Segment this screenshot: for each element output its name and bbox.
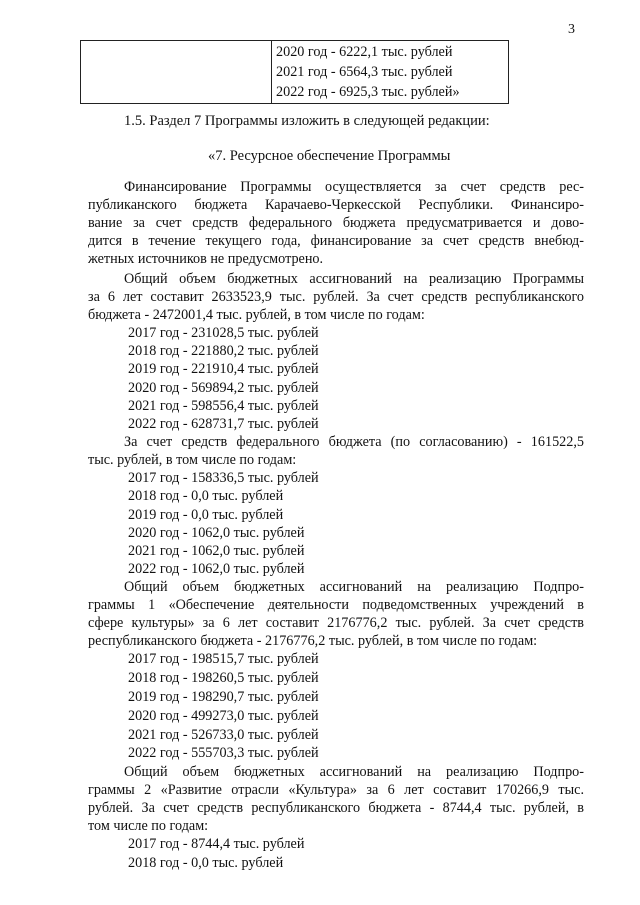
text-line: За счет средств федерального бюджета (по согласованию) - 161522,5 <box>124 434 584 451</box>
table-line: 2020 год - 6222,1 тыс. рублей <box>276 44 453 60</box>
list-item: 2020 год - 1062,0 тыс. рублей <box>128 524 305 541</box>
list-item: 2019 год - 0,0 тыс. рублей <box>128 506 284 523</box>
list-item: 2021 год - 1062,0 тыс. рублей <box>128 543 305 560</box>
list-item: 2020 год - 569894,2 тыс. рублей <box>128 379 319 396</box>
list-item: 2018 год - 198260,5 тыс. рублей <box>128 670 319 687</box>
paragraph-financing <box>88 178 584 268</box>
list-item: 2021 год - 598556,4 тыс. рублей <box>128 397 319 414</box>
text-line: граммы 1 «Обеспечение деятельности подведомственных учреждений в <box>88 597 584 614</box>
year-list-republican <box>88 324 584 433</box>
year-list-subprogram-2 <box>88 835 584 873</box>
chapter-title: «7. Ресурсное обеспечение Программы <box>208 148 451 164</box>
list-item: 2022 год - 628731,7 тыс. рублей <box>128 416 319 433</box>
table-line: 2021 год - 6564,3 тыс. рублей <box>276 64 453 80</box>
text-line: том числе по годам: <box>88 818 209 835</box>
text-line: Общий объем бюджетных ассигнований на реализацию Программы <box>124 271 584 287</box>
paragraph-subprogram-2 <box>88 763 584 835</box>
table-row <box>81 41 509 104</box>
body-text <box>88 178 584 873</box>
list-item: 2017 год - 158336,5 тыс. рублей <box>128 470 319 487</box>
paragraph-total-program <box>88 270 584 324</box>
list-item: 2019 год - 198290,7 тыс. рублей <box>128 689 319 706</box>
text-line: публиканского бюджета Карачаево-Черкесской Республики. Финансиро- <box>88 197 584 213</box>
text-line: за 6 лет составит 2633523,9 тыс. рублей. За счет средств республиканского <box>88 289 584 305</box>
list-item: 2018 год - 221880,2 тыс. рублей <box>128 343 319 360</box>
paragraph-federal <box>88 433 584 469</box>
section-heading: 1.5. Раздел 7 Программы изложить в следующей редакции: <box>124 113 490 129</box>
list-item: 2021 год - 526733,0 тыс. рублей <box>128 726 319 743</box>
text-line: вание за счет средств федерального бюджета предусматривается и дово- <box>88 215 584 231</box>
text-line: рублей. За счет средств республиканского бюджета - 8744,4 тыс. рублей, в <box>88 800 584 817</box>
year-values-cell <box>272 41 509 104</box>
list-item: 2017 год - 231028,5 тыс. рублей <box>128 325 319 341</box>
list-item: 2018 год - 0,0 тыс. рублей <box>128 855 284 872</box>
paragraph-subprogram-1 <box>88 578 584 650</box>
empty-cell <box>81 41 272 104</box>
text-line: дится в течение текущего года, финансирование за счет средств внебюд- <box>88 233 584 249</box>
list-item: 2019 год - 221910,4 тыс. рублей <box>128 361 319 378</box>
list-item: 2018 год - 0,0 тыс. рублей <box>128 488 284 505</box>
text-line: Общий объем бюджетных ассигнований на реализацию Подпро- <box>124 764 584 781</box>
list-item: 2020 год - 499273,0 тыс. рублей <box>128 707 319 724</box>
list-item: 2017 год - 198515,7 тыс. рублей <box>128 651 319 668</box>
text-line: республиканского бюджета - 2176776,2 тыс. рублей, в том числе по годам: <box>88 633 538 650</box>
list-item: 2022 год - 555703,3 тыс. рублей <box>128 745 319 762</box>
text-line: Финансирование Программы осуществляется за счет средств рес- <box>124 179 584 195</box>
funding-table <box>80 40 509 104</box>
text-line: тыс. рублей, в том числе по годам: <box>88 452 297 469</box>
table-line: 2022 год - 6925,3 тыс. рублей» <box>276 84 460 100</box>
year-list-subprogram-1 <box>88 650 584 763</box>
list-item: 2022 год - 1062,0 тыс. рублей <box>128 561 305 578</box>
year-list-federal <box>88 469 584 578</box>
text-line: Общий объем бюджетных ассигнований на реализацию Подпро- <box>124 579 584 596</box>
list-item: 2017 год - 8744,4 тыс. рублей <box>128 836 305 853</box>
page-number: 3 <box>568 22 575 37</box>
text-line: жетных источников не предусмотрено. <box>88 251 324 267</box>
text-line: граммы 2 «Развитие отрасли «Культура» за 6 лет составит 170266,9 тыс. <box>88 782 584 799</box>
text-line: сфере культуры» за 6 лет составит 2176776,2 тыс. рублей. За счет средств <box>88 615 584 632</box>
text-line: бюджета - 2472001,4 тыс. рублей, в том числе по годам: <box>88 307 425 323</box>
